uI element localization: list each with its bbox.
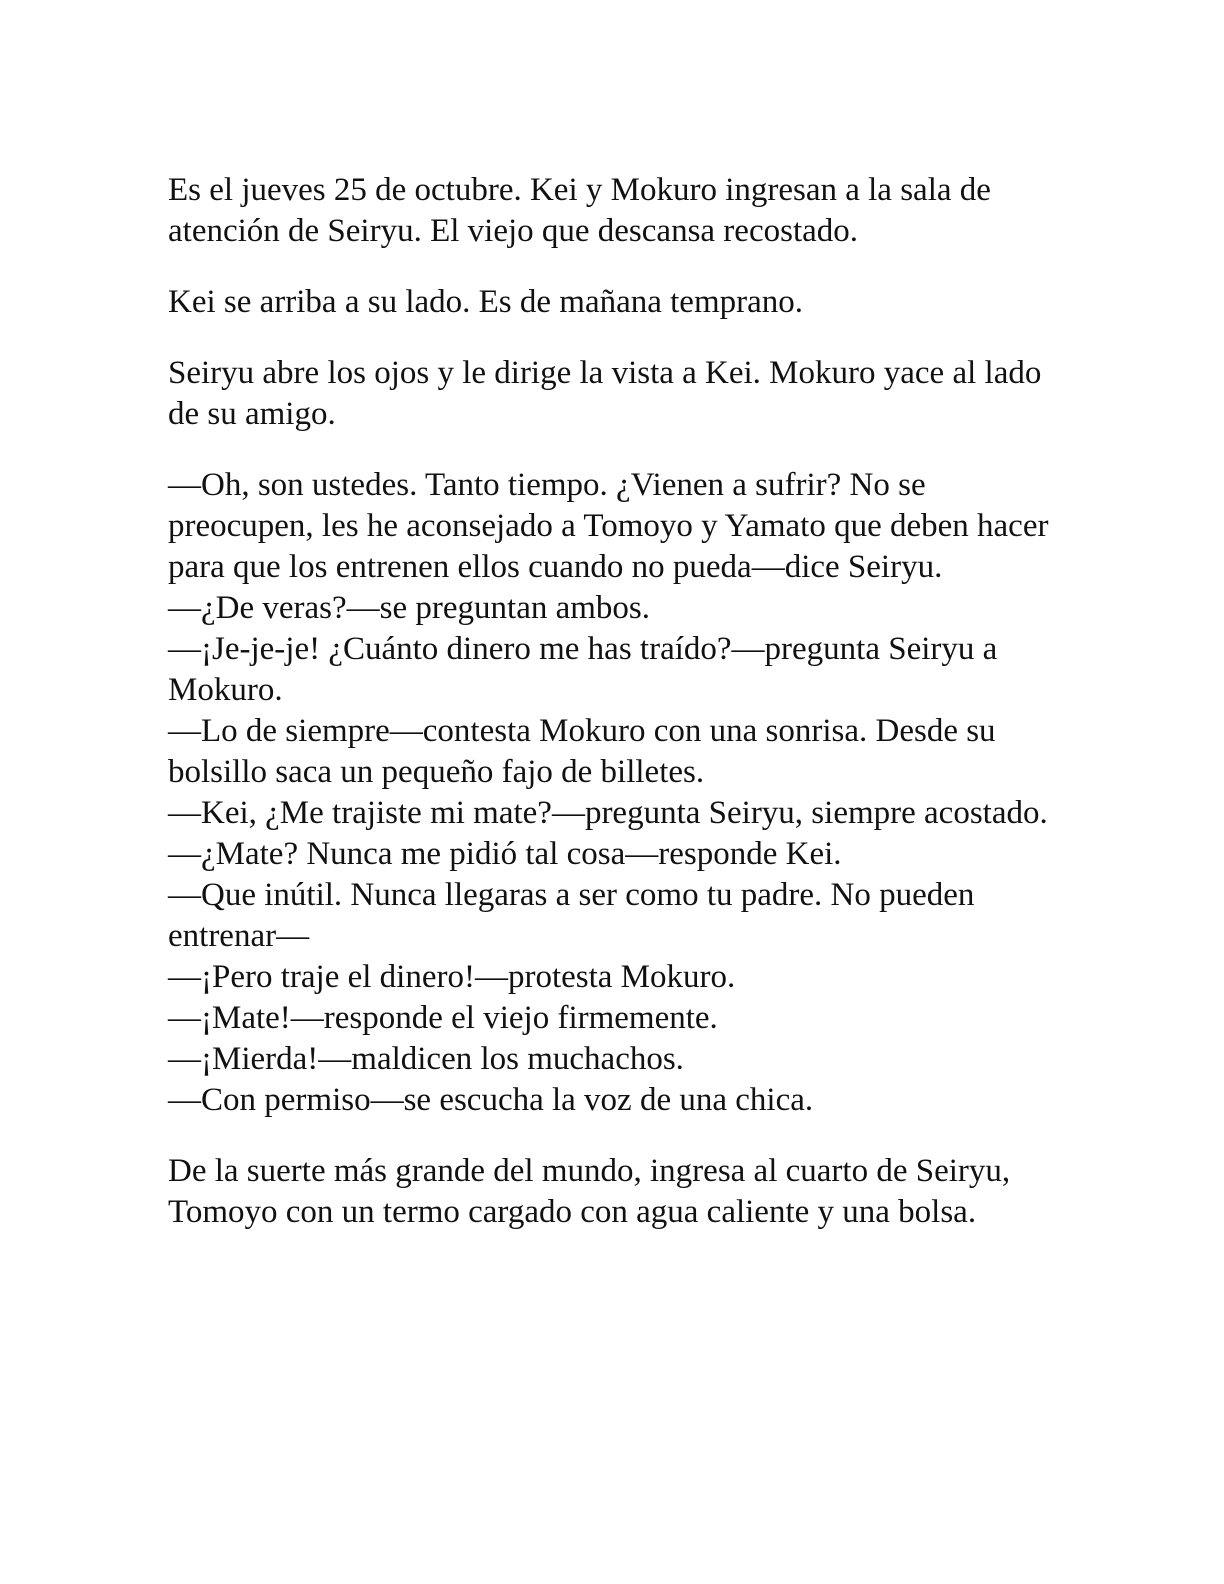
dialogue-line: —Lo de siempre—contesta Mokuro con una sonrisa. Desde su bolsillo saca un pequeño fajo de billetes. (168, 713, 996, 790)
dialogue-line: —¿Mate? Nunca me pidió tal cosa—responde Kei. (168, 836, 842, 872)
paragraph-morning: Kei se arriba a su lado. Es de mañana temprano. (168, 284, 804, 320)
dialogue-line: —Con permiso—se escucha la voz de una chica. (168, 1082, 814, 1118)
dialogue-line: —Que inútil. Nunca llegaras a ser como tu padre. No pueden entrenar— (168, 877, 975, 954)
dialogue-line: —¡Mierda!—maldicen los muchachos. (168, 1041, 684, 1077)
dialogue-line: —Kei, ¿Me trajiste mi mate?—pregunta Seiryu, siempre acostado. (168, 795, 1048, 831)
dialogue-line: —¡Je-je-je! ¿Cuánto dinero me has traído?—pregunta Seiryu a Mokuro. (168, 631, 998, 708)
document-page (168, 170, 1068, 1263)
dialogue-line: —Oh, son ustedes. Tanto tiempo. ¿Vienen a sufrir? No se preocupen, les he aconsejado a Tomoyo y Yamato que deben hacer para que los entrenen ellos cuando no pueda—dice Seiryu. (168, 467, 1049, 585)
dialogue-line: —¡Mate!—responde el viejo firmemente. (168, 1000, 718, 1036)
dialogue-line: —¿De veras?—se preguntan ambos. (168, 590, 650, 626)
dialogue-line: —¡Pero traje el dinero!—protesta Mokuro. (168, 959, 736, 995)
paragraph-closing: De la suerte más grande del mundo, ingresa al cuarto de Seiryu, Tomoyo con un termo cargado con agua caliente y una bolsa. (168, 1153, 1011, 1230)
paragraph-seiryu-wakes: Seiryu abre los ojos y le dirige la vista a Kei. Mokuro yace al lado de su amigo. (168, 355, 1042, 432)
paragraph-opening: Es el jueves 25 de octubre. Kei y Mokuro ingresan a la sala de atención de Seiryu. El viejo que descansa recostado. (168, 172, 991, 249)
dialogue-block (168, 465, 1068, 1121)
